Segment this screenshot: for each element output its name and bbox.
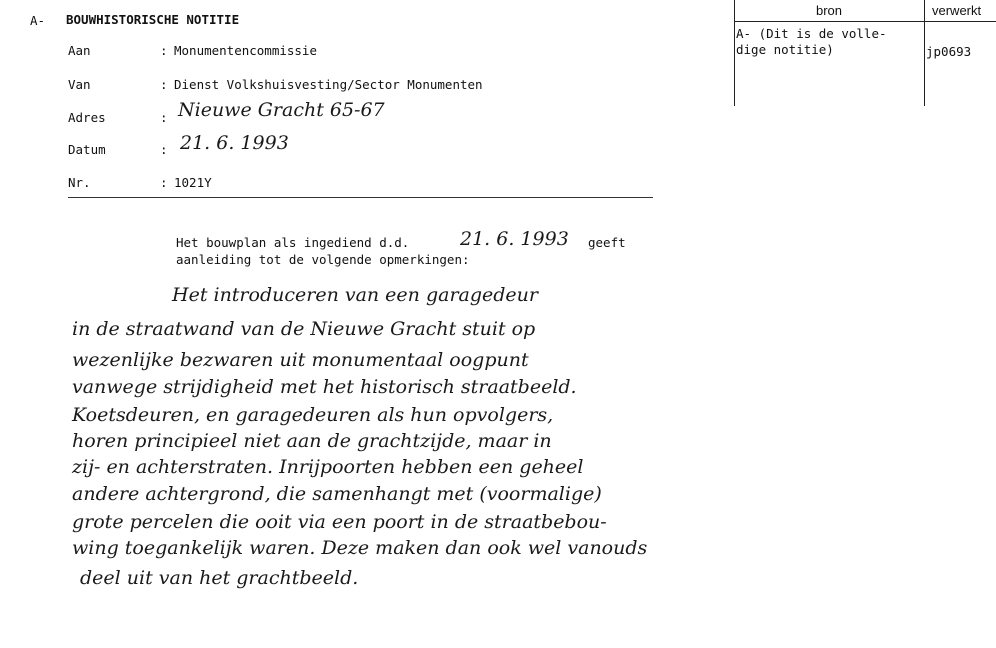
field-value-datum: 21. 6. 1993	[180, 132, 289, 154]
document-title: BOUWHISTORISCHE NOTITIE	[66, 12, 240, 27]
remark-line: Koetsdeuren, en garagedeuren als hun opvolgers,	[72, 404, 554, 426]
field-label-van: Van	[68, 77, 91, 92]
table-border	[734, 0, 735, 106]
bron-cell-line2: dige notitie)	[736, 42, 834, 57]
bron-cell-line1: A- (Dit is de volle-	[736, 26, 887, 41]
field-value-adres: Nieuwe Gracht 65-67	[178, 99, 385, 121]
intro-text-part2: geeft	[588, 235, 626, 250]
field-value-aan: Monumentencommissie	[174, 43, 317, 58]
remark-line: wing toegankelijk waren. Deze maken dan ook wel vanouds	[72, 537, 648, 559]
field-label-aan: Aan	[68, 43, 91, 58]
remark-line: in de straatwand van de Nieuwe Gracht stuit op	[72, 318, 536, 340]
field-colon: :	[160, 110, 168, 125]
remark-line: deel uit van het grachtbeeld.	[80, 567, 359, 589]
field-label-datum: Datum	[68, 142, 106, 157]
column-header-bron: bron	[816, 3, 843, 18]
remark-line: Het introduceren van een garagedeur	[172, 284, 538, 306]
intro-text-part1: Het bouwplan als ingediend d.d.	[176, 235, 410, 250]
section-marker: A-	[30, 13, 46, 28]
remark-line: zij- en achterstraten. Inrijpoorten hebben een geheel	[72, 456, 584, 478]
column-header-verwerkt: verwerkt	[932, 3, 982, 18]
table-border	[924, 0, 925, 106]
field-label-adres: Adres	[68, 110, 106, 125]
field-colon: :	[160, 43, 168, 58]
remark-line: wezenlijke bezwaren uit monumentaal oogpunt	[72, 349, 529, 371]
remark-line: vanwege strijdigheid met het historisch straatbeeld.	[72, 376, 577, 398]
remark-line: grote percelen die ooit via een poort in de straatbebou-	[72, 511, 607, 533]
field-colon: :	[160, 142, 168, 157]
remark-line: andere achtergrond, die samenhangt met (voormalige)	[72, 483, 602, 505]
intro-date: 21. 6. 1993	[460, 228, 569, 250]
table-border	[734, 21, 996, 22]
remark-line: horen principieel niet aan de grachtzijde, maar in	[72, 430, 552, 452]
field-label-nr: Nr.	[68, 175, 91, 190]
verwerkt-cell: jp0693	[926, 44, 972, 59]
field-value-nr: 1021Y	[174, 175, 212, 190]
header-divider	[68, 197, 653, 198]
intro-text-line2: aanleiding tot de volgende opmerkingen:	[176, 252, 470, 267]
field-colon: :	[160, 77, 168, 92]
source-table	[734, 0, 996, 106]
field-colon: :	[160, 175, 168, 190]
field-value-van: Dienst Volkshuisvesting/Sector Monumenten	[174, 77, 483, 92]
